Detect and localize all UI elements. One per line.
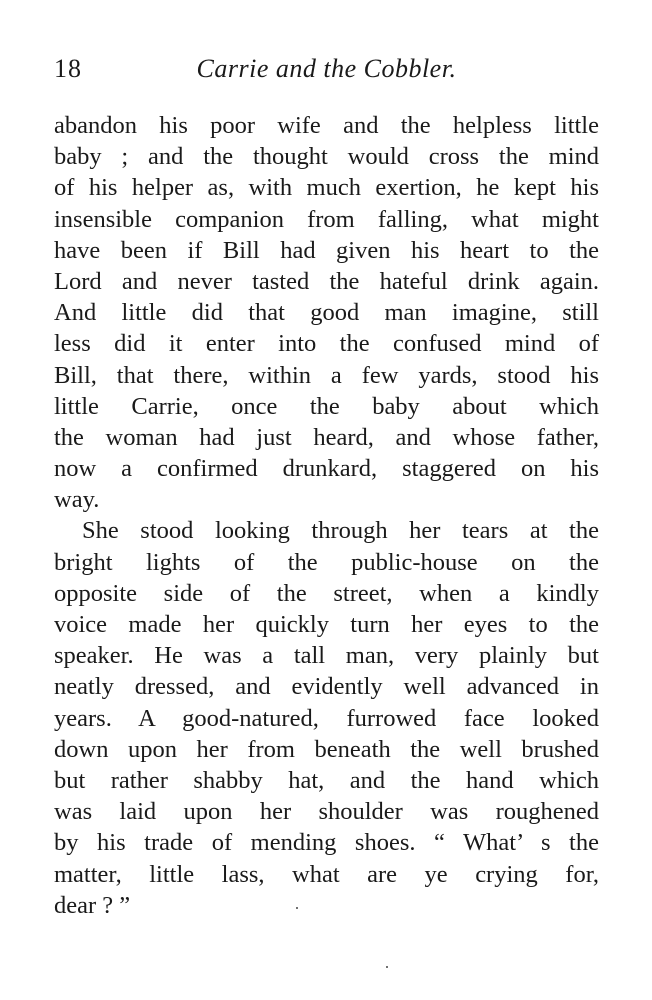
text-line: voice made her quickly turn her eyes to the bbox=[54, 611, 599, 638]
text-line: abandon his poor wife and the helpless little bbox=[54, 112, 599, 139]
text-line: speaker. He was a tall man, very plainly but bbox=[54, 642, 599, 670]
text-line: little Carrie, once the baby about which bbox=[54, 392, 599, 420]
text-line: but rather shabby hat, and the hand which bbox=[54, 766, 599, 794]
text-line: less did it enter into the confused mind of bbox=[54, 330, 599, 358]
text-line: baby ; and the thought would cross the mind bbox=[54, 143, 599, 171]
text-line: Bill, that there, within a few yards, stood his bbox=[54, 361, 599, 389]
text-line: way. bbox=[54, 486, 100, 514]
page-header bbox=[54, 54, 599, 94]
text-line: now a confirmed drunkard, staggered on his bbox=[54, 455, 599, 483]
print-speck bbox=[296, 907, 298, 909]
text-line: matter, little lass, what are ye crying for, bbox=[54, 860, 599, 888]
page-number: 18 bbox=[54, 54, 82, 83]
paragraph-2 bbox=[54, 515, 599, 920]
print-speck bbox=[386, 966, 388, 968]
text-line: by his trade of mending shoes. “ What’ s the bbox=[54, 829, 599, 857]
text-line: have been if Bill had given his heart to the bbox=[54, 236, 599, 264]
running-title: Carrie and the Cobbler. bbox=[196, 54, 457, 83]
text-line: dear ? ” bbox=[54, 891, 131, 919]
text-line: Lord and never tasted the hateful drink again. bbox=[54, 267, 599, 295]
text-line: opposite side of the street, when a kindly bbox=[54, 579, 599, 607]
text-line: the woman had just heard, and whose father, bbox=[54, 423, 599, 451]
text-line: insensible companion from falling, what might bbox=[54, 205, 599, 233]
body-text bbox=[54, 110, 599, 921]
text-line: And little did that good man imagine, still bbox=[54, 299, 599, 327]
text-line: She stood looking through her tears at the bbox=[82, 517, 599, 545]
text-line: years. A good-natured, furrowed face looked bbox=[54, 704, 599, 732]
paragraph-1 bbox=[54, 110, 599, 515]
text-line: of his helper as, with much exertion, he kept his bbox=[54, 174, 599, 202]
text-line: neatly dressed, and evidently well advanced in bbox=[54, 673, 599, 701]
text-line: was laid upon her shoulder was roughened bbox=[54, 798, 599, 826]
text-line: down upon her from beneath the well brushed bbox=[54, 735, 599, 763]
text-line: bright lights of the public-house on the bbox=[54, 548, 599, 576]
